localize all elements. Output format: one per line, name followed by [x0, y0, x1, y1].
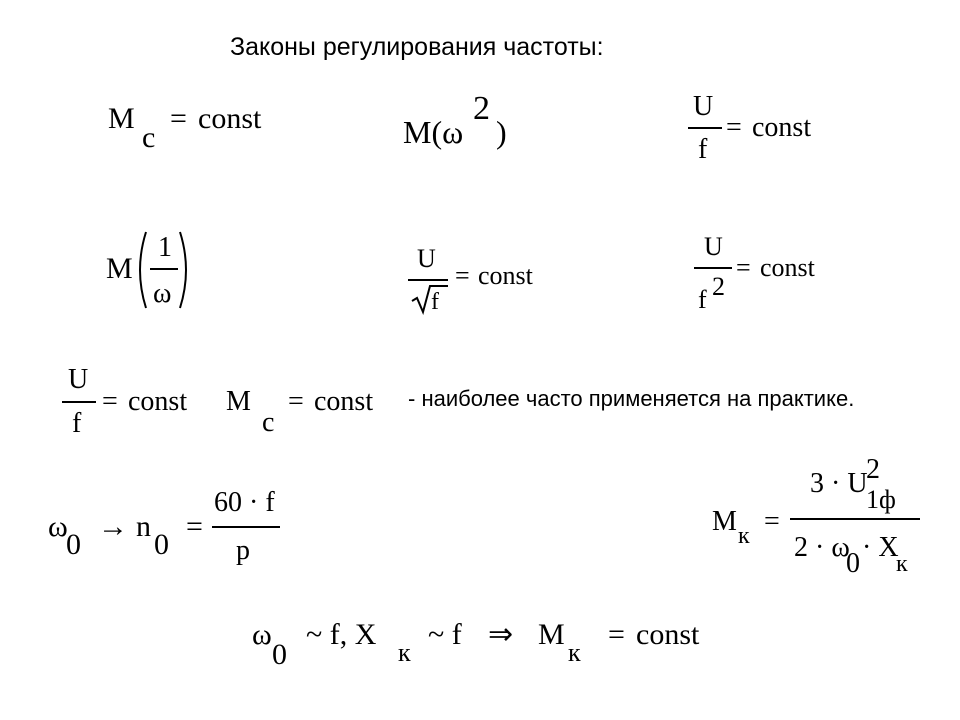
numerator-u: U: [704, 232, 723, 261]
arrow-symbol: →: [98, 510, 128, 543]
equals-sign: =: [455, 261, 470, 290]
symbol-m: M: [108, 102, 135, 135]
equals-sign: =: [736, 253, 751, 282]
subscript-k: к: [896, 551, 908, 577]
subscript-zero: 0: [66, 528, 81, 561]
const-text: const: [198, 102, 262, 135]
equals-sign: =: [170, 102, 187, 135]
radical-sign: [410, 283, 450, 315]
subscript-k: к: [398, 638, 411, 667]
equals-sign: =: [764, 506, 780, 537]
m-omega-open: M(ω: [403, 114, 464, 150]
const-text: const: [752, 112, 812, 143]
symbol-m: M: [226, 386, 251, 417]
subscript-zero: 0: [846, 548, 860, 579]
equals-sign: =: [608, 618, 625, 651]
equals-sign: =: [288, 386, 304, 417]
const-text: const: [314, 386, 374, 417]
symbol-n: n: [136, 510, 151, 543]
fraction-bar: [62, 401, 96, 403]
numerator-u: U: [68, 364, 89, 395]
fraction-bar: [212, 526, 280, 528]
denominator-omega: ω: [153, 278, 172, 309]
denominator-f: f: [72, 408, 82, 439]
exponent-two: 2: [866, 454, 880, 485]
denominator-p: p: [236, 535, 250, 566]
denominator-two-omega: 2 · ω: [794, 532, 850, 563]
const-text: const: [760, 253, 815, 282]
equals-sign: =: [102, 386, 118, 417]
const-text: const: [128, 386, 188, 417]
symbol-m: M: [538, 618, 565, 651]
symbol-omega: ω: [48, 510, 68, 543]
subscript-c: c: [142, 121, 156, 154]
subscript-k: к: [738, 523, 750, 549]
symbol-omega: ω: [252, 618, 272, 651]
subscript-c: c: [262, 407, 275, 438]
const-text: const: [636, 618, 700, 651]
subscript-one-phi: 1ф: [866, 485, 896, 514]
numerator-three-u: 3 · U: [810, 468, 868, 499]
numerator-u: U: [693, 91, 714, 122]
exponent-two: 2: [473, 90, 490, 127]
dot-x: · X: [862, 532, 899, 563]
implies-symbol: ⇒: [488, 618, 514, 651]
subscript-zero: 0: [154, 528, 169, 561]
fraction-bar: [790, 518, 920, 520]
const-text: const: [478, 261, 533, 290]
radicand-f: f: [431, 289, 439, 315]
denominator-f: f: [698, 134, 708, 165]
denominator-f: f: [698, 285, 707, 314]
numerator-sixty-f: 60 · f: [214, 487, 275, 518]
exponent-two: 2: [712, 272, 725, 301]
numerator-u: U: [417, 244, 436, 273]
close-paren: ): [496, 114, 507, 150]
tilde-f-x: ~ f, X: [306, 618, 377, 651]
subscript-k: к: [568, 638, 581, 667]
equals-sign: =: [186, 510, 203, 543]
symbol-m: M: [712, 506, 737, 537]
fraction-bar: [150, 268, 178, 270]
fraction-bar: [408, 279, 448, 281]
fraction-bar: [694, 267, 732, 269]
page-title: Законы регулирования частоты:: [230, 33, 604, 61]
practice-note: - наиболее часто применяется на практике.: [408, 386, 855, 411]
equals-sign: =: [726, 112, 742, 143]
fraction-bar: [688, 127, 722, 129]
subscript-zero: 0: [272, 638, 287, 671]
symbol-m: M: [106, 252, 133, 285]
tilde-f: ~ f: [428, 618, 462, 651]
numerator-one: 1: [158, 232, 172, 263]
